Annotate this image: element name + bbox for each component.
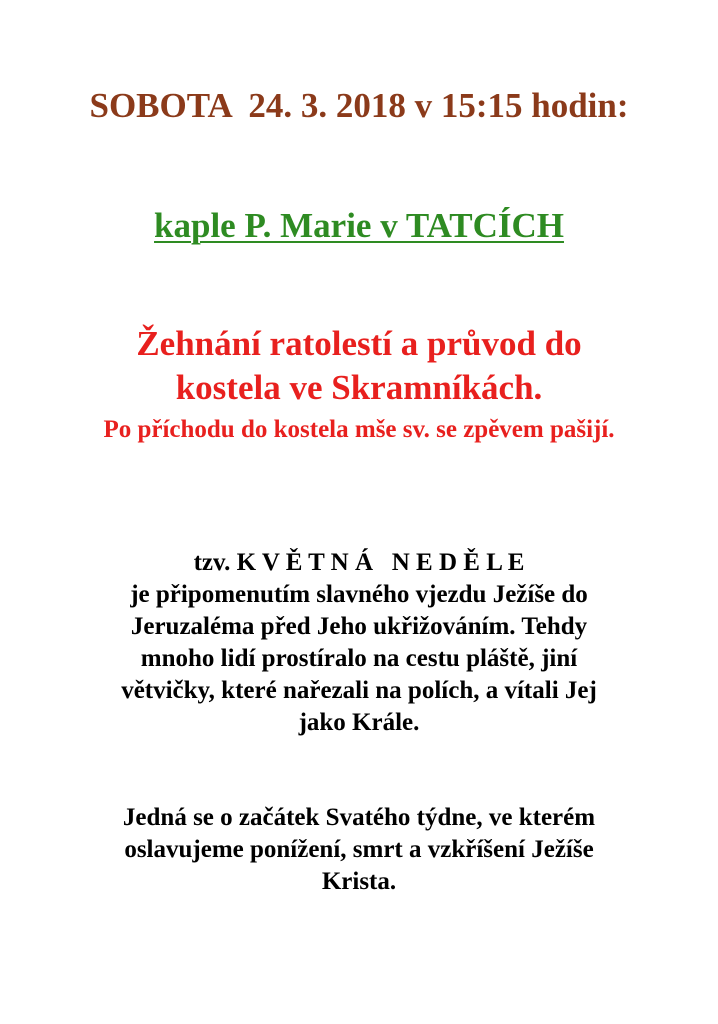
paragraph-line: je připomenutím slavného vjezdu Ježíše do: [130, 581, 588, 608]
paragraph-line: Krista.: [321, 868, 397, 895]
event-line-1: Žehnání ratolestí a průvod do: [136, 324, 582, 363]
holy-week-paragraph: [0, 802, 718, 898]
paragraph-line: mnoho lidí prostíralo na cestu pláště, jiní: [140, 645, 578, 672]
paragraph-line: jako Krále.: [298, 709, 420, 736]
paragraph-line: oslavujeme ponížení, smrt a vzkříšení Ježíše: [124, 836, 594, 863]
event-description: [0, 322, 718, 446]
paragraph-line: větvičky, které nařezali na polích, a vítali Jej: [121, 677, 597, 704]
event-line-3: Po příchodu do kostela mše sv. se zpěvem pašijí.: [103, 416, 615, 443]
location-heading: kaple P. Marie v TATCÍCH: [154, 206, 564, 245]
event-line-2: kostela ve Skramníkách.: [175, 368, 543, 407]
paragraph-line: tzv. K V Ě T N Á N E D Ě L E: [193, 549, 525, 576]
event-date-heading: SOBOTA 24. 3. 2018 v 15:15 hodin:: [89, 86, 629, 125]
paragraph-line: Jeruzaléma před Jeho ukřižováním. Tehdy: [130, 613, 588, 640]
paragraph-line: Jedná se o začátek Svatého týdne, ve kterém: [122, 804, 596, 831]
palm-sunday-paragraph: [0, 547, 718, 739]
